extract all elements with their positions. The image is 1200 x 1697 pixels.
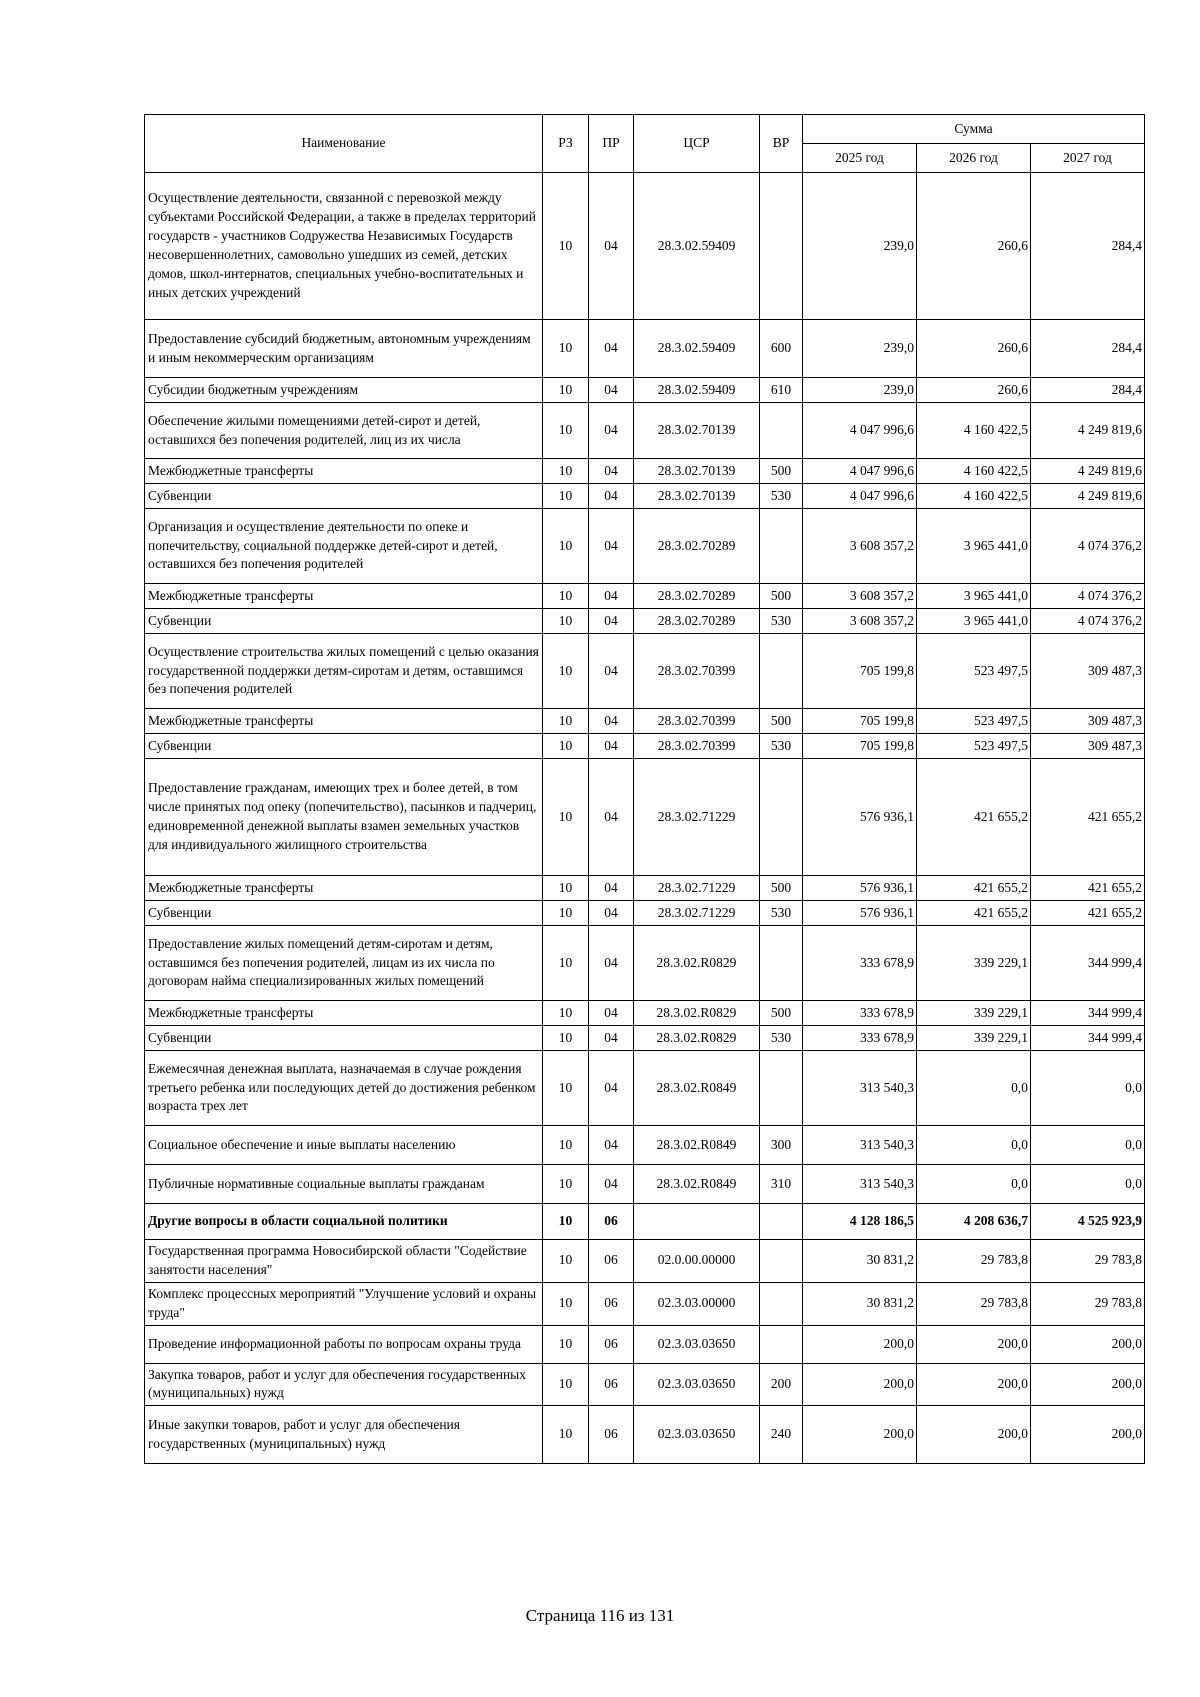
cell-2026: 3 965 441,0 (917, 509, 1031, 584)
cell-pr: 06 (589, 1282, 634, 1325)
table-row (145, 1026, 1145, 1051)
cell-vr: 530 (760, 1026, 803, 1051)
cell-vr (760, 759, 803, 876)
table-row (145, 1051, 1145, 1126)
table-row (145, 1126, 1145, 1165)
cell-csr: 28.3.02.R0829 (634, 1026, 760, 1051)
cell-2027: 344 999,4 (1031, 926, 1145, 1001)
cell-2027: 4 074 376,2 (1031, 584, 1145, 609)
cell-csr: 28.3.02.70289 (634, 509, 760, 584)
table-row (145, 378, 1145, 403)
cell-2026: 4 160 422,5 (917, 484, 1031, 509)
cell-vr: 610 (760, 378, 803, 403)
cell-2027: 344 999,4 (1031, 1001, 1145, 1026)
header-csr: ЦСР (634, 115, 760, 173)
cell-name: Межбюджетные трансферты (145, 709, 543, 734)
cell-2026: 421 655,2 (917, 876, 1031, 901)
cell-2026: 523 497,5 (917, 634, 1031, 709)
cell-2026: 523 497,5 (917, 709, 1031, 734)
cell-pr: 04 (589, 403, 634, 459)
cell-pr: 04 (589, 609, 634, 634)
cell-vr: 500 (760, 584, 803, 609)
cell-2026: 339 229,1 (917, 1026, 1031, 1051)
cell-vr (760, 1204, 803, 1240)
table-body (145, 173, 1145, 1464)
cell-pr: 04 (589, 709, 634, 734)
cell-csr: 28.3.02.70289 (634, 584, 760, 609)
cell-2025: 30 831,2 (803, 1282, 917, 1325)
cell-csr: 02.0.00.00000 (634, 1240, 760, 1283)
cell-csr: 28.3.02.70139 (634, 484, 760, 509)
cell-pr: 04 (589, 734, 634, 759)
cell-2027: 0,0 (1031, 1165, 1145, 1204)
cell-name: Межбюджетные трансферты (145, 459, 543, 484)
cell-vr (760, 1325, 803, 1363)
cell-2025: 3 608 357,2 (803, 584, 917, 609)
cell-2026: 29 783,8 (917, 1282, 1031, 1325)
cell-2025: 576 936,1 (803, 901, 917, 926)
cell-rz: 10 (543, 1240, 589, 1283)
header-vr: ВР (760, 115, 803, 173)
cell-pr: 04 (589, 584, 634, 609)
cell-2026: 0,0 (917, 1051, 1031, 1126)
cell-2025: 239,0 (803, 378, 917, 403)
cell-csr: 28.3.02.R0829 (634, 1001, 760, 1026)
table-row (145, 1240, 1145, 1283)
cell-2027: 4 249 819,6 (1031, 403, 1145, 459)
table-row (145, 609, 1145, 634)
cell-2027: 4 249 819,6 (1031, 484, 1145, 509)
cell-rz: 10 (543, 734, 589, 759)
cell-rz: 10 (543, 320, 589, 378)
cell-vr (760, 509, 803, 584)
cell-rz: 10 (543, 1026, 589, 1051)
cell-vr: 530 (760, 734, 803, 759)
cell-pr: 04 (589, 876, 634, 901)
cell-2026: 339 229,1 (917, 1001, 1031, 1026)
cell-csr: 28.3.02.71229 (634, 876, 760, 901)
header-pr: ПР (589, 115, 634, 173)
cell-vr: 240 (760, 1406, 803, 1464)
cell-rz: 10 (543, 926, 589, 1001)
cell-2025: 705 199,8 (803, 634, 917, 709)
cell-pr: 04 (589, 484, 634, 509)
cell-2026: 200,0 (917, 1363, 1031, 1406)
cell-csr: 02.3.03.03650 (634, 1363, 760, 1406)
cell-csr: 02.3.03.03650 (634, 1406, 760, 1464)
table-row (145, 1165, 1145, 1204)
cell-name: Другие вопросы в области социальной политики (145, 1204, 543, 1240)
cell-2026: 3 965 441,0 (917, 609, 1031, 634)
cell-2025: 239,0 (803, 173, 917, 320)
header-year-2025: 2025 год (803, 144, 917, 173)
cell-name: Субвенции (145, 1026, 543, 1051)
cell-csr (634, 1204, 760, 1240)
cell-2027: 421 655,2 (1031, 876, 1145, 901)
cell-rz: 10 (543, 1165, 589, 1204)
cell-rz: 10 (543, 1363, 589, 1406)
table-row (145, 1325, 1145, 1363)
cell-csr: 28.3.02.R0849 (634, 1051, 760, 1126)
cell-pr: 04 (589, 926, 634, 1001)
cell-2025: 3 608 357,2 (803, 609, 917, 634)
cell-rz: 10 (543, 1204, 589, 1240)
cell-2027: 29 783,8 (1031, 1240, 1145, 1283)
cell-2027: 309 487,3 (1031, 734, 1145, 759)
cell-pr: 06 (589, 1325, 634, 1363)
cell-name: Предоставление субсидий бюджетным, автономным учреждениям и иным некоммерческим организациям (145, 320, 543, 378)
cell-vr: 500 (760, 1001, 803, 1026)
cell-vr: 600 (760, 320, 803, 378)
cell-2025: 333 678,9 (803, 1026, 917, 1051)
cell-2025: 333 678,9 (803, 926, 917, 1001)
cell-vr (760, 1282, 803, 1325)
table-row (145, 734, 1145, 759)
cell-name: Субвенции (145, 484, 543, 509)
cell-rz: 10 (543, 901, 589, 926)
cell-rz: 10 (543, 378, 589, 403)
cell-rz: 10 (543, 1051, 589, 1126)
cell-2025: 4 047 996,6 (803, 459, 917, 484)
cell-2025: 576 936,1 (803, 759, 917, 876)
table-row (145, 901, 1145, 926)
cell-pr: 04 (589, 378, 634, 403)
page-number: Страница 116 из 131 (525, 1606, 675, 1625)
cell-name: Публичные нормативные социальные выплаты гражданам (145, 1165, 543, 1204)
cell-2026: 4 160 422,5 (917, 403, 1031, 459)
cell-pr: 04 (589, 1001, 634, 1026)
cell-2027: 0,0 (1031, 1126, 1145, 1165)
cell-pr: 06 (589, 1240, 634, 1283)
cell-vr: 310 (760, 1165, 803, 1204)
cell-csr: 02.3.03.03650 (634, 1325, 760, 1363)
table-row (145, 709, 1145, 734)
cell-2025: 200,0 (803, 1406, 917, 1464)
cell-vr (760, 1240, 803, 1283)
cell-csr: 28.3.02.70139 (634, 403, 760, 459)
cell-2027: 4 525 923,9 (1031, 1204, 1145, 1240)
cell-rz: 10 (543, 709, 589, 734)
cell-2027: 4 074 376,2 (1031, 509, 1145, 584)
cell-vr (760, 634, 803, 709)
table-row (145, 1001, 1145, 1026)
cell-name: Субвенции (145, 734, 543, 759)
cell-2027: 421 655,2 (1031, 901, 1145, 926)
cell-rz: 10 (543, 403, 589, 459)
cell-2026: 523 497,5 (917, 734, 1031, 759)
cell-vr: 530 (760, 901, 803, 926)
cell-vr: 530 (760, 484, 803, 509)
cell-pr: 04 (589, 459, 634, 484)
cell-2025: 4 047 996,6 (803, 403, 917, 459)
cell-csr: 28.3.02.59409 (634, 173, 760, 320)
cell-name: Проведение информационной работы по вопросам охраны труда (145, 1325, 543, 1363)
cell-2026: 339 229,1 (917, 926, 1031, 1001)
cell-name: Межбюджетные трансферты (145, 1001, 543, 1026)
cell-name: Осуществление строительства жилых помещений с целью оказания государственной поддержки детям-сиротам и детям, оставшимся без попечения родителей (145, 634, 543, 709)
table-row (145, 634, 1145, 709)
cell-name: Иные закупки товаров, работ и услуг для обеспечения государственных (муниципальных) нужд (145, 1406, 543, 1464)
cell-2025: 239,0 (803, 320, 917, 378)
cell-2027: 4 249 819,6 (1031, 459, 1145, 484)
cell-2027: 421 655,2 (1031, 759, 1145, 876)
cell-rz: 10 (543, 876, 589, 901)
cell-2026: 4 160 422,5 (917, 459, 1031, 484)
cell-vr: 200 (760, 1363, 803, 1406)
cell-name: Комплекс процессных мероприятий "Улучшение условий и охраны труда" (145, 1282, 543, 1325)
table-row (145, 403, 1145, 459)
cell-rz: 10 (543, 173, 589, 320)
cell-2027: 0,0 (1031, 1051, 1145, 1126)
cell-name: Обеспечение жилыми помещениями детей-сирот и детей, оставшихся без попечения родителей, лиц из их числа (145, 403, 543, 459)
cell-2025: 705 199,8 (803, 709, 917, 734)
cell-csr: 28.3.02.70139 (634, 459, 760, 484)
table-row (145, 759, 1145, 876)
cell-name: Субвенции (145, 901, 543, 926)
table-row (145, 1204, 1145, 1240)
cell-2026: 29 783,8 (917, 1240, 1031, 1283)
table-row (145, 584, 1145, 609)
table-row (145, 484, 1145, 509)
cell-vr: 500 (760, 459, 803, 484)
cell-csr: 28.3.02.70399 (634, 709, 760, 734)
cell-2025: 3 608 357,2 (803, 509, 917, 584)
cell-name: Межбюджетные трансферты (145, 584, 543, 609)
cell-2026: 200,0 (917, 1325, 1031, 1363)
cell-pr: 04 (589, 634, 634, 709)
cell-pr: 04 (589, 320, 634, 378)
cell-csr: 28.3.02.71229 (634, 901, 760, 926)
cell-2025: 200,0 (803, 1363, 917, 1406)
cell-2027: 309 487,3 (1031, 634, 1145, 709)
cell-pr: 04 (589, 1051, 634, 1126)
cell-2025: 30 831,2 (803, 1240, 917, 1283)
cell-pr: 04 (589, 173, 634, 320)
cell-pr: 04 (589, 1126, 634, 1165)
cell-2027: 4 074 376,2 (1031, 609, 1145, 634)
cell-vr (760, 173, 803, 320)
cell-2025: 333 678,9 (803, 1001, 917, 1026)
cell-name: Предоставление гражданам, имеющих трех и более детей, в том числе принятых под опеку (попечительство), пасынков и падчериц, единовременной денежной выплаты взамен земельных участков для индивидуального жилищного строительства (145, 759, 543, 876)
cell-name: Осуществление деятельности, связанной с перевозкой между субъектами Российской Федерации, а также в пределах территорий государств - участников Содружества Независимых Государств несовершеннолетних, самовольно ушедших из семей, детских домов, школ-интернатов, специальных учебно-воспитательных и иных детских учреждений (145, 173, 543, 320)
cell-pr: 06 (589, 1204, 634, 1240)
cell-vr (760, 403, 803, 459)
cell-vr: 300 (760, 1126, 803, 1165)
cell-pr: 04 (589, 759, 634, 876)
cell-csr: 28.3.02.R0849 (634, 1126, 760, 1165)
cell-2026: 260,6 (917, 378, 1031, 403)
cell-2025: 4 047 996,6 (803, 484, 917, 509)
cell-2026: 260,6 (917, 320, 1031, 378)
cell-pr: 06 (589, 1406, 634, 1464)
cell-pr: 04 (589, 1165, 634, 1204)
cell-name: Государственная программа Новосибирской области "Содействие занятости населения" (145, 1240, 543, 1283)
cell-2027: 309 487,3 (1031, 709, 1145, 734)
cell-2025: 4 128 186,5 (803, 1204, 917, 1240)
table-row (145, 1282, 1145, 1325)
cell-2027: 29 783,8 (1031, 1282, 1145, 1325)
cell-vr: 500 (760, 709, 803, 734)
cell-pr: 06 (589, 1363, 634, 1406)
cell-2025: 705 199,8 (803, 734, 917, 759)
cell-csr: 28.3.02.59409 (634, 378, 760, 403)
cell-2026: 200,0 (917, 1406, 1031, 1464)
cell-2027: 284,4 (1031, 378, 1145, 403)
cell-name: Ежемесячная денежная выплата, назначаемая в случае рождения третьего ребенка или последующих детей до достижения ребенком возраста трех лет (145, 1051, 543, 1126)
cell-2026: 0,0 (917, 1165, 1031, 1204)
cell-rz: 10 (543, 509, 589, 584)
table-row (145, 320, 1145, 378)
cell-name: Межбюджетные трансферты (145, 876, 543, 901)
cell-rz: 10 (543, 759, 589, 876)
cell-csr: 28.3.02.70289 (634, 609, 760, 634)
cell-rz: 10 (543, 609, 589, 634)
cell-2025: 313 540,3 (803, 1051, 917, 1126)
cell-name: Закупка товаров, работ и услуг для обеспечения государственных (муниципальных) нужд (145, 1363, 543, 1406)
cell-2026: 4 208 636,7 (917, 1204, 1031, 1240)
cell-rz: 10 (543, 459, 589, 484)
cell-csr: 28.3.02.R0849 (634, 1165, 760, 1204)
table-row (145, 459, 1145, 484)
cell-vr: 530 (760, 609, 803, 634)
cell-2025: 200,0 (803, 1325, 917, 1363)
cell-2026: 421 655,2 (917, 759, 1031, 876)
table-row (145, 1406, 1145, 1464)
cell-2027: 284,4 (1031, 320, 1145, 378)
table-row (145, 509, 1145, 584)
cell-name: Организация и осуществление деятельности по опеке и попечительству, социальной поддержке детей-сирот и детей, оставшихся без попечения родителей (145, 509, 543, 584)
cell-2027: 344 999,4 (1031, 1026, 1145, 1051)
cell-csr: 02.3.03.00000 (634, 1282, 760, 1325)
cell-rz: 10 (543, 1126, 589, 1165)
header-year-2026: 2026 год (917, 144, 1031, 173)
cell-2027: 200,0 (1031, 1406, 1145, 1464)
cell-rz: 10 (543, 1001, 589, 1026)
cell-2027: 200,0 (1031, 1325, 1145, 1363)
cell-2026: 0,0 (917, 1126, 1031, 1165)
cell-2026: 3 965 441,0 (917, 584, 1031, 609)
cell-rz: 10 (543, 1406, 589, 1464)
cell-name: Субсидии бюджетным учреждениям (145, 378, 543, 403)
cell-csr: 28.3.02.71229 (634, 759, 760, 876)
header-sum: Сумма (803, 115, 1145, 144)
cell-csr: 28.3.02.70399 (634, 634, 760, 709)
cell-2026: 260,6 (917, 173, 1031, 320)
header-name: Наименование (145, 115, 543, 173)
cell-rz: 10 (543, 1325, 589, 1363)
cell-pr: 04 (589, 1026, 634, 1051)
cell-2027: 284,4 (1031, 173, 1145, 320)
cell-pr: 04 (589, 509, 634, 584)
cell-name: Социальное обеспечение и иные выплаты населению (145, 1126, 543, 1165)
cell-vr: 500 (760, 876, 803, 901)
cell-csr: 28.3.02.59409 (634, 320, 760, 378)
cell-2025: 576 936,1 (803, 876, 917, 901)
cell-2027: 200,0 (1031, 1363, 1145, 1406)
header-year-2027: 2027 год (1031, 144, 1145, 173)
cell-rz: 10 (543, 634, 589, 709)
cell-name: Предоставление жилых помещений детям-сиротам и детям, оставшимся без попечения родителей, лицам из их числа по договорам найма специализированных жилых помещений (145, 926, 543, 1001)
cell-2026: 421 655,2 (917, 901, 1031, 926)
cell-pr: 04 (589, 901, 634, 926)
table-row (145, 926, 1145, 1001)
cell-2025: 313 540,3 (803, 1126, 917, 1165)
table-row (145, 876, 1145, 901)
table-row (145, 1363, 1145, 1406)
header-rz: РЗ (543, 115, 589, 173)
cell-csr: 28.3.02.R0829 (634, 926, 760, 1001)
cell-2025: 313 540,3 (803, 1165, 917, 1204)
table-row (145, 173, 1145, 320)
cell-rz: 10 (543, 584, 589, 609)
cell-rz: 10 (543, 1282, 589, 1325)
cell-name: Субвенции (145, 609, 543, 634)
cell-rz: 10 (543, 484, 589, 509)
cell-vr (760, 926, 803, 1001)
cell-csr: 28.3.02.70399 (634, 734, 760, 759)
cell-vr (760, 1051, 803, 1126)
budget-table (144, 114, 1145, 1464)
